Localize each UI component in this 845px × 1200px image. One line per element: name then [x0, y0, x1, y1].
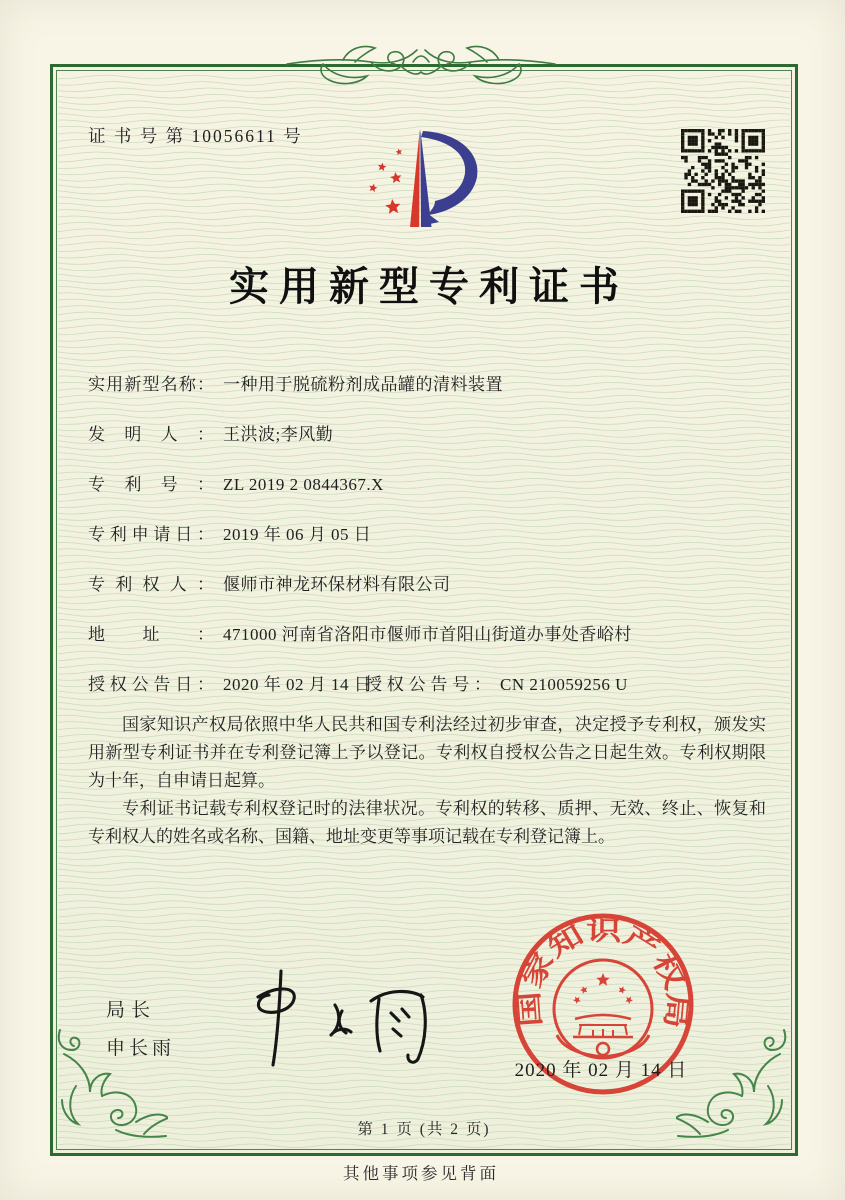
qr-code [681, 129, 765, 213]
field-value: 王洪波;李风勤 [223, 425, 334, 444]
svg-text:国家知识产权局 [514, 916, 692, 1030]
field-value: CN 210059256 U [500, 675, 628, 694]
field-row-patent-no [88, 473, 778, 497]
page-indicator: 第 1 页 (共 2 页) [357, 1121, 491, 1138]
certificate-title: 实用新型专利证书 [229, 264, 629, 309]
field-row-patentee [88, 573, 778, 597]
field-row-inventor [88, 423, 778, 447]
field-row-name [88, 373, 778, 397]
field-row-filing-date [88, 523, 778, 547]
legal-paragraph: 专利证书记载专利权登记时的法律状况。专利权的转移、质押、无效、终止、恢复和专利权人的姓名或名称、国籍、地址变更等事项记载在专利登记簿上。 [88, 799, 766, 846]
field-label: 授权公告日： [88, 675, 214, 694]
field-label: 专利号： [88, 475, 214, 494]
field-label: 实用新型名称： [88, 375, 214, 394]
field-value: 2019 年 06 月 05 日 [223, 525, 372, 544]
patent-fields [88, 373, 778, 723]
field-value: 一种用于脱硫粉剂成品罐的清料装置 [223, 375, 503, 394]
field-row-address [88, 623, 778, 647]
legal-text [88, 711, 766, 851]
field-label: 发明人： [88, 425, 214, 444]
certificate-number: 证 书 号 第 10056611 号 [88, 126, 303, 146]
field-value: ZL 2019 2 0844367.X [223, 475, 384, 494]
field-row-grant [88, 673, 778, 697]
field-value: 偃师市神龙环保材料有限公司 [223, 575, 451, 594]
cnipa-logo-icon [363, 125, 503, 231]
field-value: 2020 年 02 月 14 日 [223, 675, 372, 694]
field-grant-number [365, 673, 628, 697]
legal-paragraph: 国家知识产权局依照中华人民共和国专利法经过初步审查，决定授予专利权，颁发实用新型专利证书并在专利登记簿上予以登记。专利权自授权公告之日起生效。专利权期限为十年，自申请日起算。 [88, 715, 766, 790]
field-label: 授权公告号： [365, 675, 491, 694]
seal-date: 2020 年 02 月 14 日 [514, 1060, 688, 1081]
director-name: 申长雨 [106, 1038, 176, 1059]
certificate-frame [50, 64, 798, 1156]
signature-handwriting [223, 965, 458, 1073]
back-note: 其他事项参见背面 [343, 1164, 499, 1183]
field-value: 471000 河南省洛阳市偃师市首阳山街道办事处香峪村 [223, 625, 632, 644]
seal-text: 国家知识产权局 [514, 915, 693, 1028]
field-label: 地址： [88, 625, 214, 644]
field-label: 专利申请日： [88, 525, 214, 544]
director-title: 局长 [106, 1000, 157, 1021]
field-label: 专利权人： [88, 575, 214, 594]
